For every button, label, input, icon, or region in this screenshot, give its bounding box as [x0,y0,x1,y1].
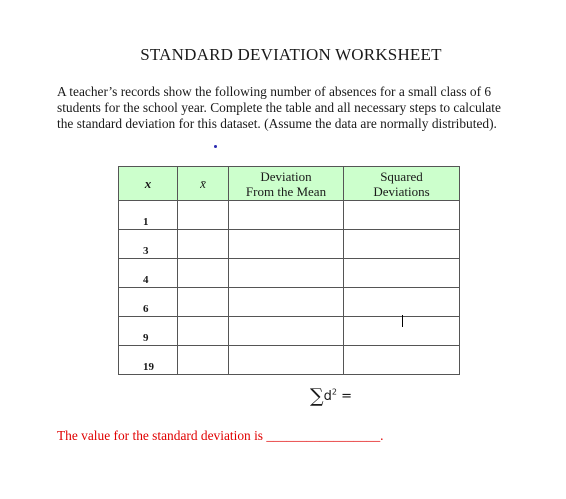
mean-cell[interactable] [178,317,229,346]
mean-cell[interactable] [178,259,229,288]
table-row [119,259,460,288]
d-variable: d [323,389,332,404]
sigma-symbol: ∑ [310,385,324,407]
header-deviation-line1: Deviation [260,168,312,184]
header-squared-line1: Squared [380,168,423,184]
mean-cell[interactable] [178,230,229,259]
x-value: 4 [119,259,178,288]
sum-of-squares-label [310,385,352,407]
text-cursor [402,315,403,327]
x-value: 6 [119,288,178,317]
table-header-row [119,167,460,201]
squared-deviation-cell[interactable] [344,230,460,259]
deviation-cell[interactable] [229,259,344,288]
stray-dot [214,145,217,148]
header-deviation-line2: From the Mean [245,183,327,199]
table-row [119,230,460,259]
table-row [119,288,460,317]
mean-cell[interactable] [178,288,229,317]
x-value: 19 [119,346,178,375]
answer-prompt: The value for the standard deviation is _________________. [57,428,384,443]
deviation-cell[interactable] [229,346,344,375]
worksheet-table [118,166,460,375]
table-row [119,317,460,346]
x-value: 3 [119,230,178,259]
header-mean: x̄ [178,167,229,201]
header-x: x [119,167,178,201]
header-squared-deviations [344,167,460,201]
squared-deviation-cell[interactable] [344,259,460,288]
equals-sign: = [336,389,352,404]
x-value: 1 [119,201,178,230]
header-squared-line2: Deviations [373,183,430,199]
deviation-cell[interactable] [229,317,344,346]
instructions-paragraph: A teacher’s records show the following number of absences for a small class of 6 students for the school year. Complete the table and all necessary steps to calculate the standard deviation for this dataset. (Assume the data are normally distributed). [57,84,501,131]
squared-deviation-cell[interactable] [344,288,460,317]
table-row [119,201,460,230]
squared-deviation-cell[interactable] [344,346,460,375]
worksheet-title: STANDARD DEVIATION WORKSHEET [140,45,442,64]
mean-cell[interactable] [178,201,229,230]
deviation-cell[interactable] [229,288,344,317]
deviation-cell[interactable] [229,201,344,230]
header-deviation [229,167,344,201]
table-row [119,346,460,375]
squared-deviation-cell[interactable] [344,201,460,230]
x-value: 9 [119,317,178,346]
deviation-cell[interactable] [229,230,344,259]
mean-cell[interactable] [178,346,229,375]
exponent: 2 [331,387,337,397]
